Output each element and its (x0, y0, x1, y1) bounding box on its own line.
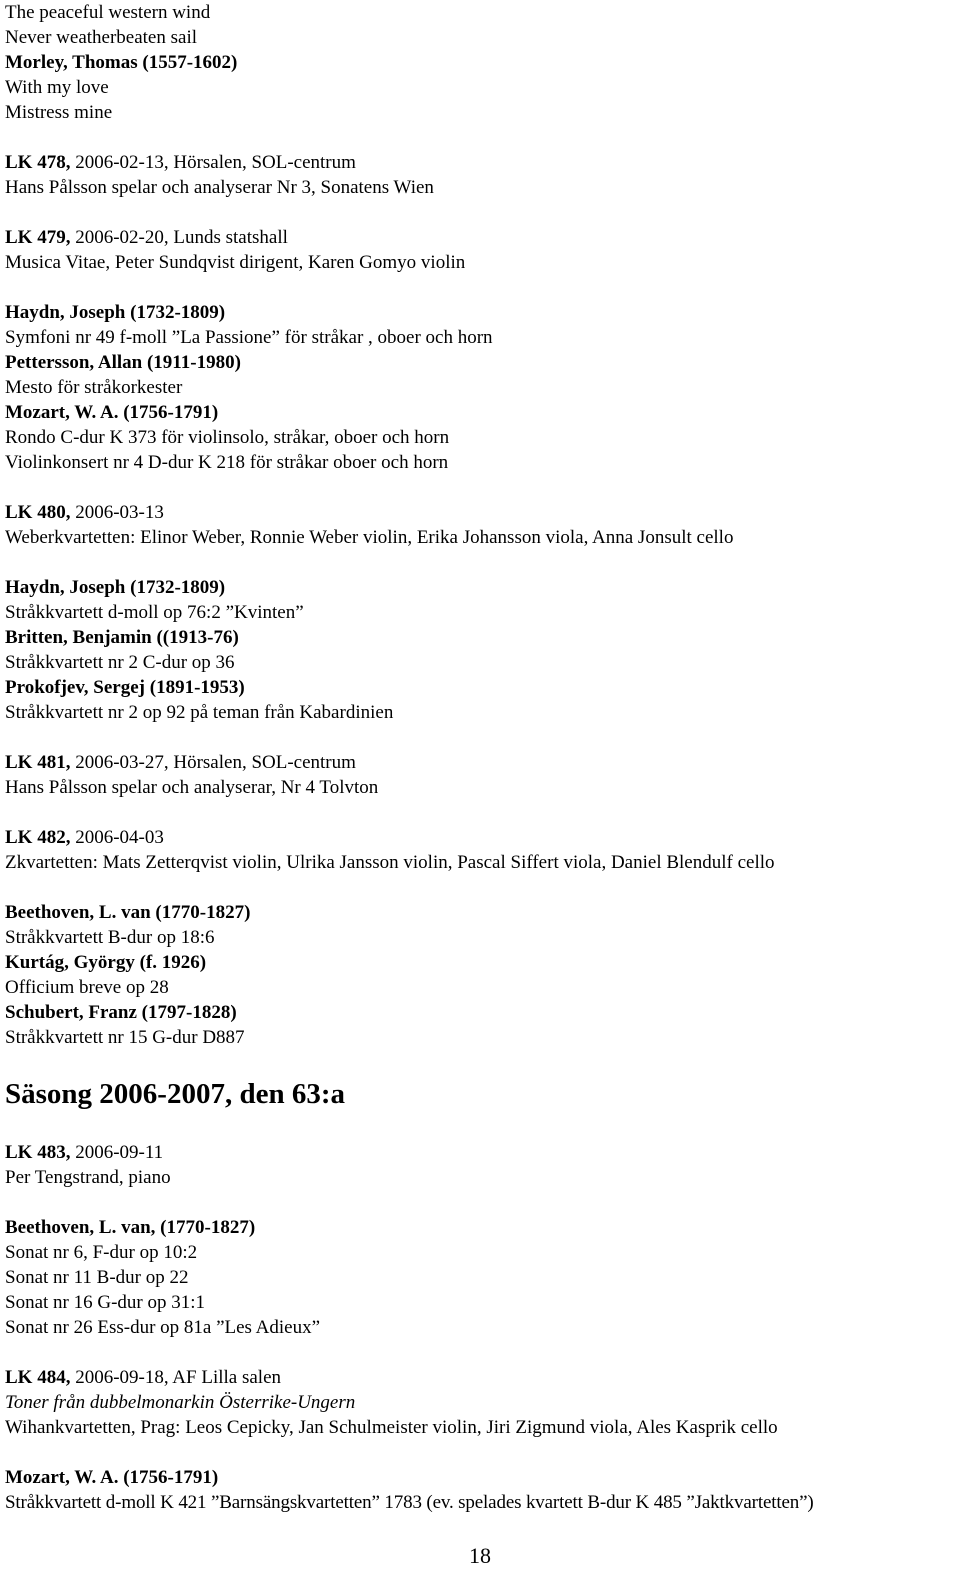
concert-details: 2006-02-20, Lunds statshall (70, 227, 288, 248)
work-title: Mistress mine (5, 102, 113, 123)
concert-header-lk478 (5, 150, 356, 175)
concert-header-lk483 (5, 1140, 163, 1165)
page-number: 18 (469, 1543, 491, 1568)
composer-heading: Beethoven, L. van (1770-1827) (5, 902, 251, 923)
concert-details: 2006-09-11 (70, 1142, 164, 1163)
work-title: Mesto för stråkorkester (5, 377, 183, 398)
composer-heading: Mozart, W. A. (1756-1791) (5, 402, 219, 423)
work-title: Sonat nr 6, F-dur op 10:2 (5, 1242, 198, 1263)
work-title: Officium breve op 28 (5, 977, 169, 998)
work-title: Violinkonsert nr 4 D-dur K 218 för stråkar oboer och horn (5, 452, 449, 473)
work-title: Sonat nr 26 Ess-dur op 81a ”Les Adieux” (5, 1317, 321, 1338)
work-title: The peaceful western wind (5, 2, 211, 23)
performer-line: Musica Vitae, Peter Sundqvist dirigent, Karen Gomyo violin (5, 252, 466, 273)
work-title: Sonat nr 11 B-dur op 22 (5, 1267, 189, 1288)
performer-line: Weberkvartetten: Elinor Weber, Ronnie Weber violin, Erika Johansson viola, Anna Jonsult cello (5, 527, 734, 548)
work-title: Sonat nr 16 G-dur op 31:1 (5, 1292, 206, 1313)
composer-heading: Mozart, W. A. (1756-1791) (5, 1467, 219, 1488)
composer-heading: Beethoven, L. van, (1770-1827) (5, 1217, 256, 1238)
performer-line: Zkvartetten: Mats Zetterqvist violin, Ulrika Jansson violin, Pascal Siffert viola, Daniel Blendulf cello (5, 852, 775, 873)
concert-code: LK 478, (5, 152, 71, 173)
work-title: Stråkkvartett nr 2 C-dur op 36 (5, 652, 235, 673)
concert-code: LK 482, (5, 827, 71, 848)
work-title: Stråkkvartett nr 15 G-dur D887 (5, 1027, 245, 1048)
concert-header-lk479 (5, 225, 288, 250)
season-heading: Säsong 2006-2007, den 63:a (5, 1078, 345, 1110)
performer-line: Hans Pålsson spelar och analyserar, Nr 4 Tolvton (5, 777, 379, 798)
concert-details: 2006-02-13, Hörsalen, SOL-centrum (70, 152, 356, 173)
concert-header-lk484 (5, 1365, 281, 1390)
work-title: Stråkkvartett d-moll K 421 ”Barnsängskvartetten” 1783 (ev. spelades kvartett B-dur K 485 ”Jaktkvartetten”) (5, 1492, 814, 1513)
concert-details: 2006-04-03 (70, 827, 164, 848)
concert-code: LK 481, (5, 752, 71, 773)
concert-code: LK 480, (5, 502, 71, 523)
composer-heading: Britten, Benjamin ((1913-76) (5, 627, 239, 648)
concert-details: 2006-03-13 (70, 502, 164, 523)
concert-subtitle: Toner från dubbelmonarkin Österrike-Ungern (5, 1392, 356, 1413)
work-title: Symfoni nr 49 f-moll ”La Passione” för stråkar , oboer och horn (5, 327, 493, 348)
composer-heading: Prokofjev, Sergej (1891-1953) (5, 677, 245, 698)
composer-heading: Pettersson, Allan (1911-1980) (5, 352, 241, 373)
performer-line: Hans Pålsson spelar och analyserar Nr 3, Sonatens Wien (5, 177, 434, 198)
concert-code: LK 483, (5, 1142, 71, 1163)
work-title: With my love (5, 77, 109, 98)
composer-heading: Kurtág, György (f. 1926) (5, 952, 207, 973)
work-title: Rondo C-dur K 373 för violinsolo, stråkar, oboer och horn (5, 427, 450, 448)
work-title: Stråkkvartett d-moll op 76:2 ”Kvinten” (5, 602, 304, 623)
work-title: Never weatherbeaten sail (5, 27, 198, 48)
performer-line: Per Tengstrand, piano (5, 1167, 171, 1188)
work-title: Stråkkvartett B-dur op 18:6 (5, 927, 215, 948)
concert-details: 2006-03-27, Hörsalen, SOL-centrum (70, 752, 356, 773)
composer-heading: Haydn, Joseph (1732-1809) (5, 577, 226, 598)
concert-header-lk480 (5, 500, 164, 525)
performer-line: Wihankvartetten, Prag: Leos Cepicky, Jan Schulmeister violin, Jiri Zigmund viola, Ales Kasprik cello (5, 1417, 778, 1438)
work-title: Stråkkvartett nr 2 op 92 på teman från Kabardinien (5, 702, 394, 723)
composer-heading: Schubert, Franz (1797-1828) (5, 1002, 237, 1023)
concert-header-lk481 (5, 750, 356, 775)
composer-heading: Morley, Thomas (1557-1602) (5, 52, 238, 73)
composer-heading: Haydn, Joseph (1732-1809) (5, 302, 226, 323)
concert-code: LK 484, (5, 1367, 71, 1388)
concert-details: 2006-09-18, AF Lilla salen (70, 1367, 282, 1388)
concert-code: LK 479, (5, 227, 71, 248)
concert-header-lk482 (5, 825, 164, 850)
